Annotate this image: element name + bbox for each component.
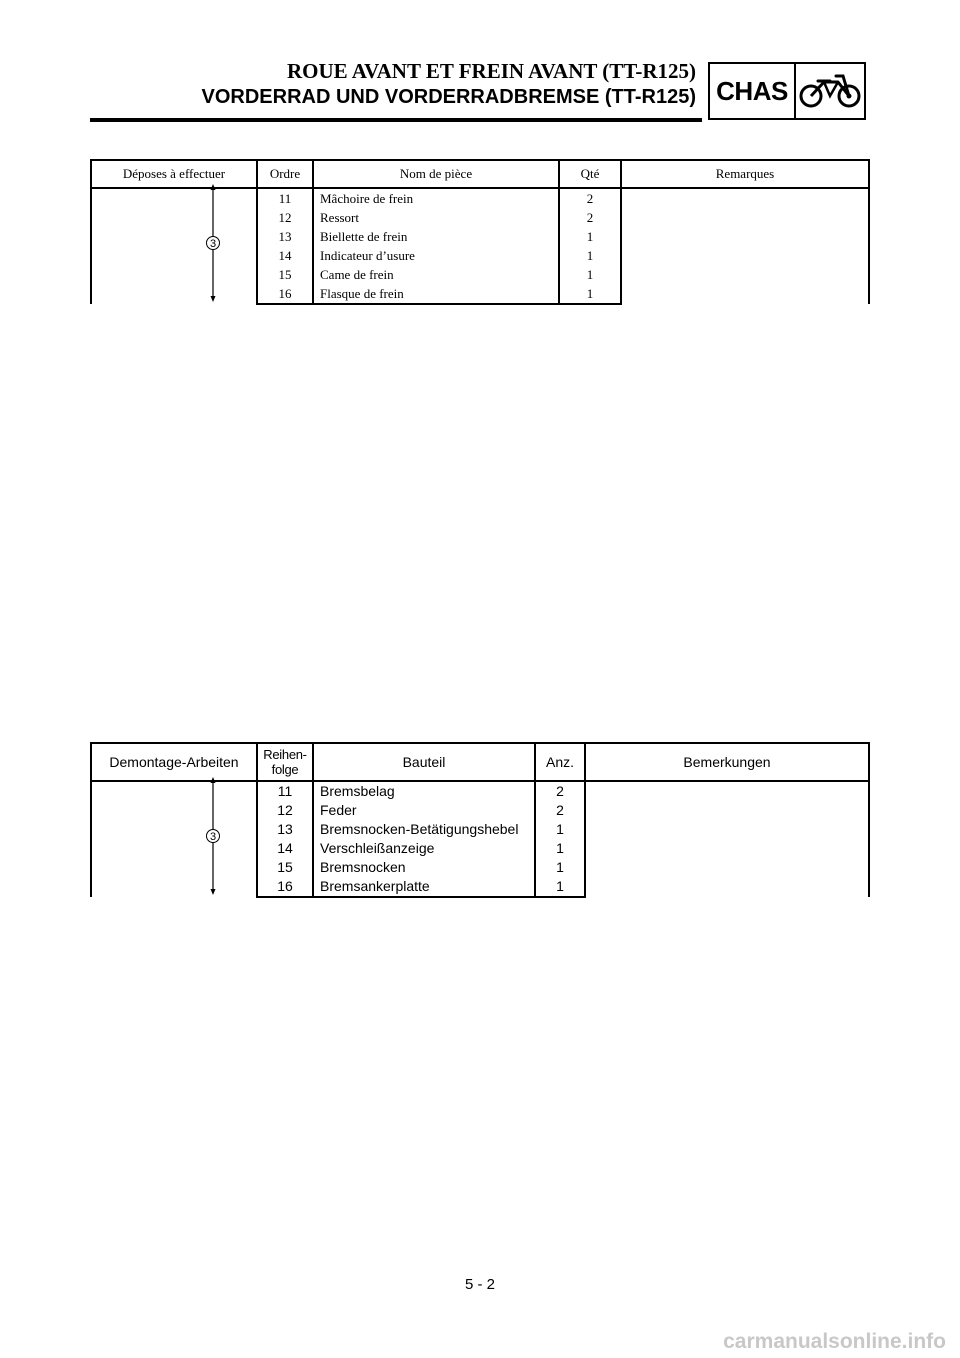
header-removal: Demontage-Arbeiten: [91, 743, 257, 781]
order-cell: 14: [257, 839, 313, 858]
order-cell: 12: [257, 208, 313, 227]
order-cell: 16: [257, 284, 313, 304]
header-part-name: Bauteil: [313, 743, 535, 781]
qty-cell: 1: [535, 877, 585, 897]
step-range-arrow-french: [198, 183, 228, 303]
part-name-cell: Bremsnocken-Betätigungshebel: [313, 820, 535, 839]
order-cell: 15: [257, 265, 313, 284]
section-badge-label: CHAS: [710, 64, 796, 118]
qty-cell: 1: [535, 839, 585, 858]
header-rule: [90, 118, 702, 122]
order-cell: 14: [257, 246, 313, 265]
part-name-cell: Flasque de frein: [313, 284, 559, 304]
header-order-line-1: Reihen-: [263, 747, 307, 762]
order-cell: 11: [257, 781, 313, 801]
header-remarks: Remarques: [621, 160, 869, 188]
part-name-cell: Came de frein: [313, 265, 559, 284]
page-title-german: VORDERRAD UND VORDERRADBREMSE (TT-R125): [201, 86, 696, 108]
header-qty: Qté: [559, 160, 621, 188]
part-name-cell: Bremsankerplatte: [313, 877, 535, 897]
qty-cell: 2: [559, 208, 621, 227]
watermark: carmanualsonline.info: [723, 1330, 946, 1353]
order-cell: 15: [257, 858, 313, 877]
qty-cell: 1: [535, 820, 585, 839]
header-removal: Déposes à effectuer: [91, 160, 257, 188]
qty-cell: 1: [559, 284, 621, 304]
order-cell: 13: [257, 227, 313, 246]
part-name-cell: Verschleißanzeige: [313, 839, 535, 858]
remarks-cell: [621, 188, 869, 304]
step-cell: [91, 188, 257, 304]
header-part-name: Nom de pièce: [313, 160, 559, 188]
part-name-cell: Mâchoire de frein: [313, 188, 559, 208]
qty-cell: 2: [535, 801, 585, 820]
qty-cell: 2: [535, 781, 585, 801]
motorcycle-icon: [796, 64, 864, 118]
header-order: Ordre: [257, 160, 313, 188]
qty-cell: 1: [559, 246, 621, 265]
section-badge: [708, 62, 866, 120]
order-cell: 12: [257, 801, 313, 820]
page-title-french: ROUE AVANT ET FREIN AVANT (TT-R125): [286, 59, 696, 83]
qty-cell: 1: [559, 227, 621, 246]
order-cell: 16: [257, 877, 313, 897]
page-number: 5 - 2: [464, 1276, 495, 1293]
part-name-cell: Biellette de frein: [313, 227, 559, 246]
order-cell: 11: [257, 188, 313, 208]
remarks-cell: [585, 781, 869, 897]
part-name-cell: Bremsnocken: [313, 858, 535, 877]
header-order-line-2: folge: [271, 762, 299, 777]
step-number-label: 3: [209, 831, 217, 843]
step-number-label: 3: [209, 238, 217, 250]
qty-cell: 1: [535, 858, 585, 877]
qty-cell: 1: [559, 265, 621, 284]
step-range-arrow-german: [198, 776, 228, 896]
step-cell: [91, 781, 257, 897]
part-name-cell: Bremsbelag: [313, 781, 535, 801]
header-qty: Anz.: [535, 743, 585, 781]
part-name-cell: Indicateur d’usure: [313, 246, 559, 265]
order-cell: 13: [257, 820, 313, 839]
qty-cell: 2: [559, 188, 621, 208]
header-remarks: Bemerkungen: [585, 743, 869, 781]
part-name-cell: Feder: [313, 801, 535, 820]
header-order: [257, 743, 313, 781]
part-name-cell: Ressort: [313, 208, 559, 227]
